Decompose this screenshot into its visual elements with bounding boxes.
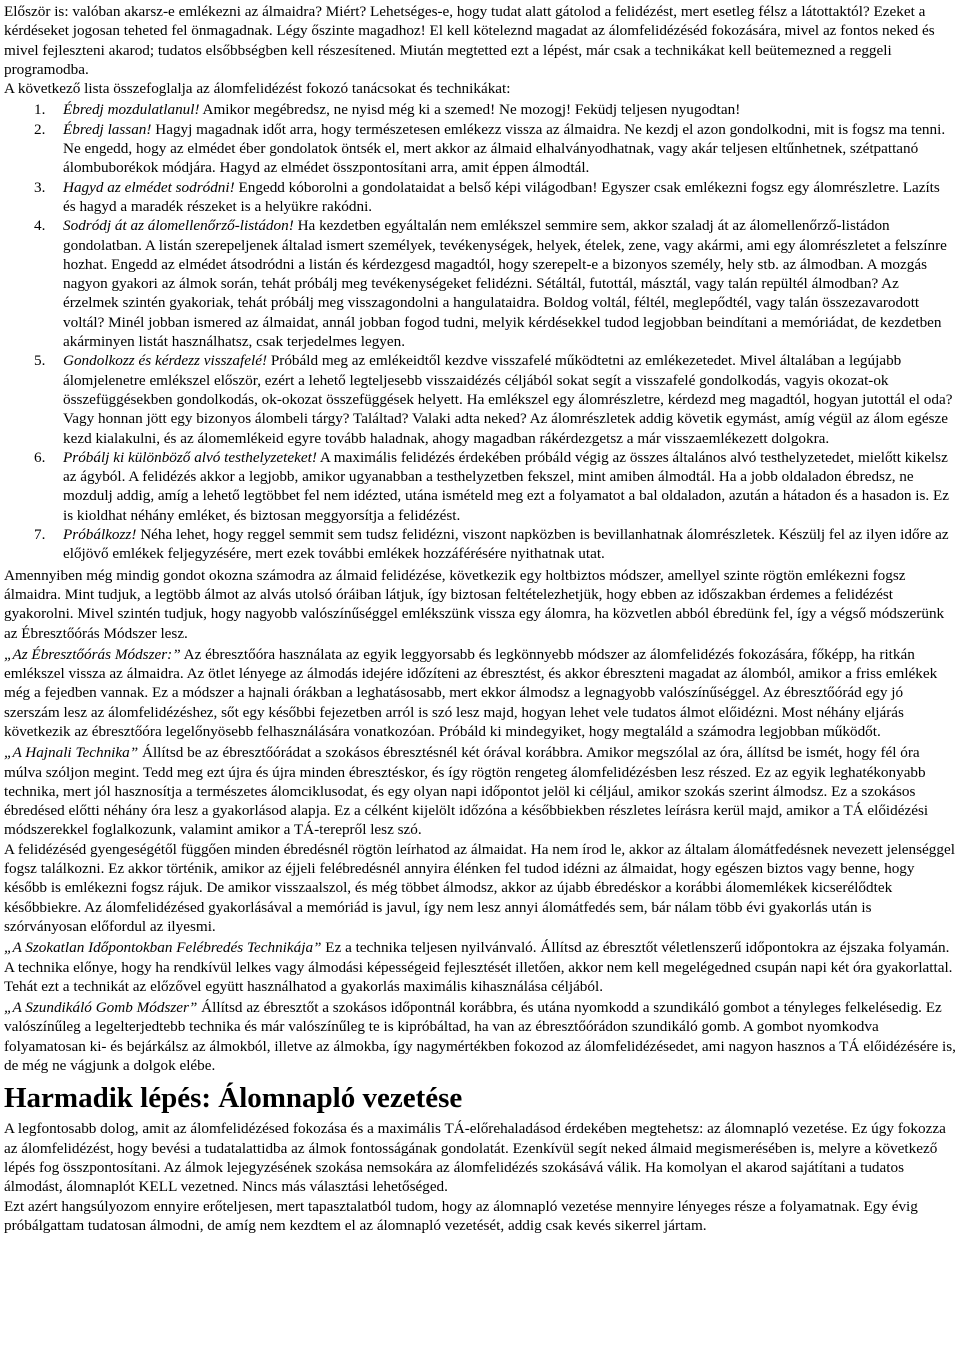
method-unusual-times bbox=[4, 938, 956, 996]
dream-journal-paragraph: A legfontosabb dolog, amit az álomfelidézésed fokozása és a maximális TÁ-előrehaladásod érdekében megtehetsz: az álomnapló vezetése. Ez úgy fokozza az álomfelidézést, hogy bevési a tudatalattidba az álmok fontosságának gondolatát. Ezenkívül segít neked álmaid megismerésében is, melyre a következő lépés fog összpontosítani. Az álmok lejegyzésének szokása nemsokára az álomfelidézés szokásává válik. Ha komolyan el akarod sajátítani a tudatos álmodást, álomnaplót KELL vezetned. Nincs más választási lehetőséged. bbox=[4, 1120, 946, 1196]
alarm-intro-paragraph: Amennyiben még mindig gondot okozna számodra az álmaid felidézése, következik egy holtbiztos módszer, amellyel szinte rögtön emlékezni fogsz álmaidra. Mint tudjuk, a legtöbb álmot az alvás utolsó óráiban látjuk, így biztosan feltételezhetjük, hogy ebben az időszakban érdemes a felidézést gyakorolni. Mivel szintén tudjuk, hogy nagyobb valószínűséggel emlékszünk vissza egy álomra, ha közvetlen abból ébredünk fel, így a végső módszerünk az Ébresztőórás Módszer lesz. bbox=[4, 566, 945, 642]
list-item-text: Hagyj magadnak időt arra, hogy természetesen emlékezz vissza az álmaidra. Ne kezdj el azon gondolkodni, mit is fogsz ma tenni. Ne engedd, hogy az elmédet éber gondolatok öntsék el, mert akkor az álmaid elhalványodhatnak, vagy akár teljesen eltűnhetnek, szétpattanó álombuborékok módjára. Hagyd az elmédet összpontosítani arra, amit éppen álmodtál. bbox=[63, 120, 946, 177]
list-item-text: Ha kezdetben egyáltalán nem emlékszel semmire sem, akkor szaladj át az álomellenőrző-listádon gondolatban. A listán szerepeljenek általad ismert személyek, tevékenységek, helyek, ételek, zene, vagy akármi, ami egy álomrészletet a felszínre hozhat. Engedd az elmédet átsodródni a listán és kérdezgesd magadtól, hogy szerepelt-e a bizonyos személy, hely stb. az álmodban. A mozgás nagyon gyakori az álmok során, tehát próbálj meg tevékenységeket felidézni. Sétáltál, futottál, másztál, vagy talán repültél álmodban? Az érzelmek szintén gyakoriak, tehát próbálj meg visszagondolni a hangulataidra. Boldog voltál, féltél, meglepődtél, vagy talán összezavarodott voltál? Minél jobban ismered az álmaidat, annál jobban fogod tudni, melyik kérdésekkel tudod legjobban beindítani a memóriádat, de kezdetben akárminyen listát használhatsz, csak terjedelmes legyen. bbox=[63, 217, 947, 351]
list-item-text: Próbáld meg az emlékeidtől kezdve visszafelé működtetni az emlékezetedet. Mivel általában a legújabb álomjelenetre emlékszel először, ezért a lehető legteljesebb visszaidézés céljából sokat segít a visszafelé gondolkodás, vagyis okozat-ok összefüggésekben gondolkodás, ok-okozat összefüggések helyett. Ha emlékszel egy álomrészletre, kérdezd meg magadtól, hogyan jutottál el oda? Vagy honnan jött egy bizonyos álombeli tárgy? Találtad? Valaki adta neked? Az álomrészletek addig követik egymást, amíg végül az álom egésze kezd kialakulni, és az álomemlékeid egyre tovább haladnak, ahogy magadban rákérdezgetsz a már visszaemlékezett dolgokra. bbox=[63, 352, 953, 447]
list-item-number: 5. bbox=[34, 352, 46, 370]
list-item-number: 3. bbox=[34, 178, 46, 196]
intro-paragraph: Először is: valóban akarsz-e emlékezni az álmaidra? Miért? Lehetséges-e, hogy tudat alatt gátolod a felidézést, mert esetleg félsz a látottaktól? Ezeket a kérdéseket jogosan teheted fel önmagadnak. Légy őszinte magadhoz! El kell köteleznd magadat az álomfelidézéséd fokozására, mivel az fontos neked és mivel fejleszteni akarod; tudatos elsőbbségben kell részesítened. Miután megtetted ezt a lépést, már csak a technikákat kell beütemezned a reggeli programodba. bbox=[4, 3, 935, 78]
method-title: „A Szokatlan Időpontokban Felébredés Technikája” bbox=[4, 939, 322, 957]
list-item-title: Próbálkozz! bbox=[63, 526, 137, 544]
list-item bbox=[4, 100, 956, 119]
method-title: „A Szundikáló Gomb Módszer” bbox=[4, 999, 198, 1017]
dream-journal-emphasis-paragraph: Ezt azért hangsúlyozom ennyire erőteljesen, mert tapasztalatból tudom, hogy az álomnapló vezetése mennyire lényeges része a folyamatnak. Egy évig próbálgattam tudatosan álmodni, de amíg nem kezdtem el az álomnapló vezetését, addig csak kevés sikerrel jártam. bbox=[4, 1197, 918, 1234]
list-item-title: Gondolkozz és kérdezz visszafelé! bbox=[63, 352, 268, 370]
list-item bbox=[4, 351, 956, 447]
list-item-text: Amikor megébredsz, ne nyisd még ki a szemed! Ne mozogj! Feküdj teljesen nyugodtan! bbox=[199, 101, 741, 119]
method-dawn-technique bbox=[4, 743, 956, 839]
list-item bbox=[4, 216, 956, 351]
method-alarm-clock bbox=[4, 645, 956, 741]
list-item bbox=[4, 525, 956, 564]
method-text: Állítsd be az ébresztőórádat a szokásos ébresztésnél két órával korábbra. Amikor megszólal az óra, állítsd be ismét, hogy fél óra múlva szóljon megint. Tedd meg ezt újra és újra minden ébresztéskor, és így rögtön rengeteg álomfelidézésben lesz részed. Ez az egyik leghatékonyabb technika, mert jól hasznosítja a természetes álomciklusodat, és egy olyan napi időpontot jelöl ki céljául, amikor szokás szerint álmodsz. Ez a szokásos ébredésed előtti néhány óra lesz a gyakorlásod alapja. Ez a célként kijelölt időzóna a későbbiekben részletes leírásra kerül majd, amikor a TÁ előidézési módszerekkel foglalkozunk, valamint amikor a TÁ-terepről lesz szó. bbox=[4, 744, 929, 839]
method-title: „A Hajnali Technika” bbox=[4, 744, 139, 762]
list-intro: A következő lista összefoglalja az álomfelidézést fokozó tanácsokat és technikákat: bbox=[4, 80, 511, 98]
list-item-text: Néha lehet, hogy reggel semmit sem tudsz felidézni, viszont napközben is bevillanhatnak álomrészletek. Készülj fel az ilyen időre az előjövő emlékek feljegyzésére, mert ezek további emlékek hozzáférésére nyithatnak utat. bbox=[63, 526, 949, 563]
list-item-number: 6. bbox=[34, 448, 46, 466]
list-item bbox=[4, 448, 956, 525]
list-item-title: Hagyd az elmédet sodródni! bbox=[63, 178, 235, 196]
list-item-title: Ébredj mozdulatlanul! bbox=[63, 101, 200, 119]
list-item bbox=[4, 178, 956, 217]
list-item-text: A maximális felidézés érdekében próbáld végig az összes általános alvó testhelyzetedet, mielőtt kikelsz az ágyból. A felidézés akkor a legjobb, amikor ugyanabban a testhelyzetben fekszel, mint amiben álmodtál. Ha a jobb oldaladon ébredsz, ne mozdulj addig, amíg a lehető legtöbbet fel nem idézted, utána ismételd meg ezt a folyamatot a bal oldaladon, azután a hátadon és a hasadon is. Ez is kioldhat néhány emléket, és biztosan meggyorsítja a felidézést. bbox=[63, 448, 950, 524]
method-text: Az ébresztőóra használata az egyik leggyorsabb és legkönnyebb módszer az álomfelidézés fokozására, főképp, ha ritkán emlékszel vissza az álmaidra. Az ötlet lényege az álmodás idejére időzíteni az ébresztést, és akkor ébreszteni magadat az álomból, amikor a friss emlékek még a fejedben vannak. Ez a módszer a hajnali órákban a leghatásosabb, mert ekkor álmodsz a legnagyobb valószínűséggel. Az ébresztőórád egy jó szerszám lesz az álomfelidézéshez, sőt egy későbbi fejezetben arról is szó lesz majd, hogyan lehet vele tudatos álmot előidézni. Most néhány eljárás következik az ébresztőóra legelőnyösebb felhasználására vonatkozóan. Próbáld ki mindegyiket, hogy megtaláld a számodra legjobban működőt. bbox=[4, 645, 938, 740]
sensitivity-paragraph: A felidézéséd gyengeségétől függően minden ébredésnél rögtön leírhatod az álmaidat. Ha nem írod le, akkor az általam álomátfedésnek nevezett jelenséggel fogsz találkozni. Ez akkor történik, amikor az éjjeli felébredésnél annyira élénken fel tudod idézni az álmaidat, hogy egészen biztos vagy benne, hogy később is emlékezni fogsz rájuk. De amikor visszaalszol, és még többet álmodsz, akkor az újabb ébredéskor a korábbi álomemlékek kicserélődtek későbbiekre. Az álomfelidézésed gyakorlásával a memóriád is javul, így nem lesz annyi álomátfedés sem, bár nálam több évi gyakorlás után is szórványosan előfordul az ilyesmi. bbox=[4, 840, 955, 935]
method-text: Ez a technika teljesen nyilvánvaló. Állítsd az ébresztőt véletlenszerű időpontokra az éjszaka folyamán. A technika előnye, hogy ha rendkívül lelkes vagy álmodási képességeid fejlesztését illetően, akkor nem kell megelégedned csupán napi két óra gyakorlattal. Tehát ezt a technikát az előzővel együtt használhatod a gyakorlás maximális kihasználása céljából. bbox=[4, 939, 953, 995]
list-item-title: Sodródj át az álomellenőrző-listádon! bbox=[63, 217, 294, 235]
list-item-title: Próbálj ki különböző alvó testhelyzeteket! bbox=[63, 448, 317, 466]
method-text: Állítsd az ébresztőt a szokásos időpontnál korábbra, és utána nyomkodd a szundikáló gombot a tényleges felkelésedig. Ez valószínűleg a legelterjedtebb technika és már valószínűleg te is kipróbáltad, ha van az ébresztőórádon szundikáló gomb. A gombot nyomkodva folyamatosan ki- és bejárkálsz az álmokból, illetve az álmokba, így nagymértékben fokozod az álomfelidézésedet, ami nagyon hasznos a TÁ előidézésére is, de még ne vágjunk a dolgok elébe. bbox=[4, 999, 956, 1075]
tips-list bbox=[4, 100, 956, 563]
list-item-text: Engedd kóborolni a gondolataidat a belső képi világodban! Egyszer csak emlékezni fogsz egy álomrészletre. Lazíts és hagyd a maradék részeket is a helyükre rakódni. bbox=[63, 178, 940, 215]
list-item-number: 4. bbox=[34, 217, 46, 235]
section-heading: Harmadik lépés: Álomnapló vezetése bbox=[4, 1082, 463, 1115]
list-item-number: 2. bbox=[34, 120, 46, 138]
method-title: „Az Ébresztőórás Módszer:” bbox=[4, 645, 181, 663]
list-item-number: 1. bbox=[34, 101, 46, 119]
method-snooze-button bbox=[4, 998, 956, 1075]
list-item bbox=[4, 120, 956, 178]
list-item-title: Ébredj lassan! bbox=[63, 120, 152, 138]
list-item-number: 7. bbox=[34, 526, 46, 544]
